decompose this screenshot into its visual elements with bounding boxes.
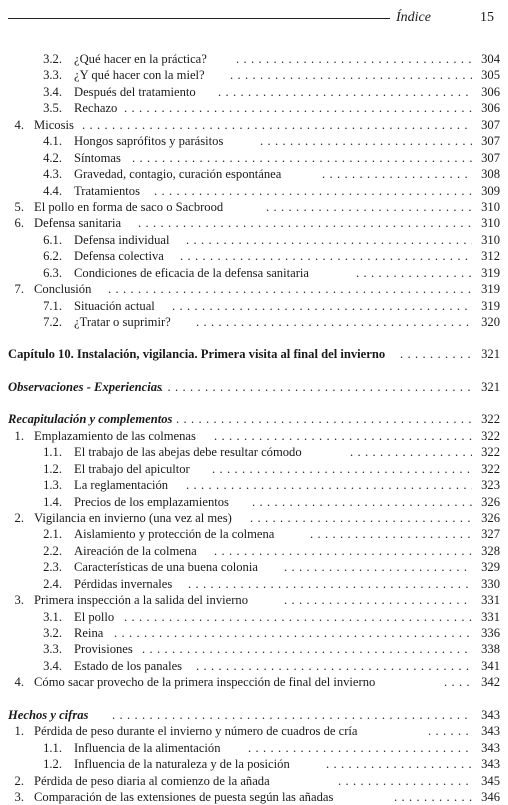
- dot-leader: [230, 67, 472, 83]
- dot-leader: [180, 248, 472, 264]
- toc-entry-page: 322: [481, 412, 500, 427]
- toc-entry-page: 343: [481, 757, 500, 772]
- toc-entry-page: 329: [481, 560, 500, 575]
- toc-entry-title: Defensa individual: [74, 232, 170, 247]
- toc-entry-page: 343: [481, 740, 500, 755]
- dot-leader: [284, 559, 472, 575]
- toc-entry[interactable]: [0, 576, 508, 592]
- toc-entry-title: El pollo en forma de saco o Sacbrood: [34, 199, 224, 214]
- toc-entry[interactable]: [0, 67, 508, 83]
- toc-entry-title: Recapitulación y complementos: [8, 412, 173, 427]
- dot-leader: [196, 314, 472, 330]
- dot-leader: [186, 477, 472, 493]
- toc-entry[interactable]: [0, 281, 508, 297]
- toc-entry-title: Defensa sanitaria: [34, 216, 122, 231]
- toc-entry-page: 342: [481, 675, 500, 690]
- toc-entry[interactable]: [0, 461, 508, 477]
- dot-leader: [428, 723, 472, 739]
- toc-entry-page: 328: [481, 543, 500, 558]
- toc-entry-page: 331: [481, 609, 500, 624]
- toc-entry-page: 319: [481, 265, 500, 280]
- dot-leader: [154, 183, 472, 199]
- dot-leader: [214, 428, 472, 444]
- toc-entry-page: 305: [481, 68, 500, 83]
- toc-entry[interactable]: [0, 477, 508, 493]
- toc-entry-title: Emplazamiento de las colmenas: [34, 428, 196, 443]
- toc-entry-title: Micosis: [34, 117, 74, 132]
- dot-leader: [400, 346, 472, 362]
- dot-leader: [250, 510, 472, 526]
- toc-entry-page: 338: [481, 642, 500, 657]
- toc-entry[interactable]: [0, 183, 508, 199]
- toc-entry-title: Tratamientos: [74, 183, 141, 198]
- toc-entry[interactable]: [0, 526, 508, 542]
- dot-leader: [266, 199, 472, 215]
- toc-entry[interactable]: [0, 756, 508, 772]
- toc-entry-page: 319: [481, 282, 500, 297]
- toc-entry-title: Comparación de las extensiones de puesta según las añadas: [34, 789, 334, 804]
- dot-leader: [196, 658, 472, 674]
- toc-entry[interactable]: [0, 494, 508, 510]
- toc-entry-number: 5.: [14, 199, 24, 214]
- dot-leader: [124, 100, 472, 116]
- toc-entry[interactable]: [0, 215, 508, 231]
- dot-leader: [142, 641, 472, 657]
- dot-leader: [186, 232, 472, 248]
- toc-entry-number: 4.: [14, 675, 24, 690]
- header-rule: [8, 18, 390, 19]
- toc-entry-page: 330: [481, 576, 500, 591]
- toc-entry-number: 2.: [14, 510, 24, 525]
- toc-entry-number: 3.2.: [43, 626, 62, 640]
- toc-entry-page: 322: [481, 428, 500, 443]
- toc-entry-page: 308: [481, 167, 500, 182]
- toc-entry-number: 2.4.: [43, 576, 62, 591]
- toc-entry-title: Situación actual: [74, 298, 155, 313]
- toc-entry-page: 345: [481, 773, 500, 788]
- toc-entry[interactable]: [0, 674, 508, 690]
- toc-entry-number: 3.3.: [43, 642, 62, 657]
- toc-entry-title: Conclusión: [34, 282, 92, 297]
- dot-leader: [248, 740, 472, 756]
- toc-entry-page: 307: [481, 134, 500, 149]
- toc-entry-number: 1.4.: [43, 494, 62, 509]
- toc-entry-number: 6.1.: [43, 232, 62, 247]
- toc-entry-title: Aislamiento y protección de la colmena: [74, 527, 275, 542]
- toc-entry-number: 7.2.: [43, 315, 62, 329]
- toc-entry[interactable]: [0, 723, 508, 739]
- section-title: Índice: [396, 10, 431, 25]
- dot-leader: [260, 133, 472, 149]
- toc-entry-page: 327: [481, 527, 500, 542]
- dot-leader: [176, 411, 472, 427]
- toc-entry-number: 3.5.: [43, 101, 62, 116]
- toc-entry-title: Vigilancia en invierno (una vez al mes): [34, 510, 232, 525]
- toc-entry-title: La reglamentación: [74, 478, 169, 493]
- toc-entry-number: 1.: [14, 428, 24, 443]
- toc-entry[interactable]: [0, 641, 508, 657]
- toc-entry-number: 1.1.: [43, 740, 62, 755]
- toc-entry-number: 2.3.: [43, 560, 62, 575]
- dot-leader: [212, 461, 472, 477]
- dot-leader: [132, 150, 472, 166]
- toc-entry-number: 3.: [14, 593, 24, 608]
- toc-entry-number: 4.2.: [43, 150, 62, 165]
- toc-entry-number: 7.: [14, 282, 24, 297]
- toc-entry[interactable]: [0, 100, 508, 116]
- toc-entry-title: Primera inspección a la salida del invierno: [34, 593, 249, 608]
- toc-entry-title: Hechos y cifras: [8, 707, 89, 722]
- toc-entry-number: 3.1.: [43, 609, 62, 624]
- toc-entry-title: Pérdida de peso durante el invierno y número de cuadros de cría: [34, 724, 358, 739]
- toc-entry-number: 2.1.: [43, 527, 62, 542]
- dot-leader: [356, 265, 472, 281]
- dot-leader: [350, 444, 472, 460]
- toc-entry-title: Influencia de la naturaleza y de la posición: [74, 757, 290, 772]
- toc-entry-page: 310: [481, 216, 500, 231]
- toc-entry-page: 321: [481, 379, 500, 394]
- toc-entry-number: 1.2.: [43, 757, 62, 772]
- toc-entry-title: Capítulo 10. Instalación, vigilancia. Primera visita al final del invierno: [8, 347, 386, 362]
- toc-entry-number: 7.1.: [43, 298, 62, 313]
- dot-leader: [108, 281, 472, 297]
- toc-entry[interactable]: [0, 559, 508, 575]
- dot-leader: [112, 707, 472, 723]
- toc-entry[interactable]: [0, 232, 508, 248]
- toc-entry-number: 3.2.: [43, 52, 62, 66]
- toc-entry-title: Aireación de la colmena: [74, 543, 197, 558]
- toc-entry[interactable]: [0, 625, 508, 641]
- dot-leader: [394, 789, 472, 805]
- dot-leader: [252, 494, 472, 510]
- toc-entry-number: 3.: [14, 789, 24, 804]
- dot-leader: [138, 215, 472, 231]
- toc-entry-title: El pollo: [74, 609, 115, 624]
- toc-entry-number: 2.2.: [43, 543, 62, 558]
- toc-entry-number: 1.: [14, 724, 24, 739]
- toc-entry[interactable]: [0, 84, 508, 100]
- toc-entry-page: 321: [481, 347, 500, 362]
- dot-leader: [444, 674, 472, 690]
- toc-entry-number: 4.: [14, 117, 24, 132]
- toc-entry-title: Hongos saprófitos y parásitos: [74, 134, 224, 149]
- toc-entry-title: Influencia de la alimentación: [74, 740, 221, 755]
- dot-leader: [218, 84, 472, 100]
- toc-entry[interactable]: [0, 298, 508, 314]
- toc-entry-title: Características de una buena colonia: [74, 560, 258, 575]
- toc-entry-title: ¿Y qué hacer con la miel?: [74, 68, 205, 83]
- toc-entry-page: 343: [481, 707, 500, 722]
- dot-leader: [284, 592, 472, 608]
- dot-leader: [236, 51, 472, 67]
- dot-leader: [310, 526, 472, 542]
- dot-leader: [172, 298, 472, 314]
- toc-entry-page: 326: [481, 510, 500, 525]
- dot-leader: [326, 756, 472, 772]
- dot-leader: [114, 625, 472, 641]
- toc-entry-number: 6.: [14, 216, 24, 231]
- toc-entry[interactable]: [0, 133, 508, 149]
- toc-entry[interactable]: [0, 773, 508, 789]
- toc-entry-number: 1.1.: [43, 445, 62, 460]
- toc-entry[interactable]: [0, 592, 508, 608]
- toc-entry[interactable]: [0, 411, 508, 427]
- toc-entry[interactable]: [0, 707, 508, 723]
- dot-leader: [188, 576, 472, 592]
- toc-entry-number: 4.3.: [43, 167, 62, 182]
- toc-entry-number: 3.3.: [43, 68, 62, 83]
- toc-entry-title: Estado de los panales: [74, 658, 183, 673]
- toc-entry-title: ¿Tratar o suprimir?: [74, 315, 171, 329]
- toc-entry-page: 320: [481, 315, 500, 329]
- page-number: 15: [480, 10, 494, 25]
- toc-entry-title: Pérdidas invernales: [74, 576, 173, 591]
- toc-entry[interactable]: [0, 248, 508, 264]
- running-header: [0, 9, 508, 29]
- dot-leader: [160, 379, 472, 395]
- toc-entry[interactable]: [0, 379, 508, 395]
- toc-entry[interactable]: [0, 150, 508, 166]
- toc-entry-title: Gravedad, contagio, curación espontánea: [74, 167, 282, 182]
- toc-entry-title: ¿Qué hacer en la práctica?: [74, 52, 207, 66]
- toc-entry-number: 2.: [14, 773, 24, 788]
- toc-entry-page: 343: [481, 724, 500, 739]
- toc-entry[interactable]: [0, 609, 508, 625]
- toc-entry[interactable]: [0, 117, 508, 133]
- toc-entry-title: Pérdida de peso diaria al comienzo de la añada: [34, 773, 270, 788]
- toc-entry-page: 331: [481, 593, 500, 608]
- dot-leader: [322, 166, 472, 182]
- toc-entry[interactable]: [0, 346, 508, 362]
- toc-entry-page: 309: [481, 183, 500, 198]
- toc-entry-page: 306: [481, 101, 500, 116]
- toc-entry-number: 1.3.: [43, 478, 62, 493]
- toc-entry-page: 341: [481, 658, 500, 673]
- toc-entry[interactable]: [0, 314, 508, 330]
- toc-entry[interactable]: [0, 265, 508, 281]
- toc-entry-title: Defensa colectiva: [74, 249, 164, 264]
- toc-entry-number: 3.4.: [43, 84, 62, 99]
- toc-entry-title: Observaciones - Experiencias: [8, 379, 162, 394]
- dot-leader: [124, 609, 472, 625]
- toc-entry-page: 326: [481, 494, 500, 509]
- toc-entry[interactable]: [0, 543, 508, 559]
- toc-entry-number: 6.3.: [43, 265, 62, 280]
- toc-entry-title: Reina: [74, 626, 104, 640]
- toc-entry-page: 319: [481, 298, 500, 313]
- toc-entry[interactable]: [0, 510, 508, 526]
- toc-entry-title: Precios de los emplazamientos: [74, 494, 229, 509]
- toc-entry-page: 346: [481, 789, 500, 804]
- toc-entry-title: Síntomas: [74, 150, 121, 165]
- toc-entry-page: 310: [481, 199, 500, 214]
- dot-leader: [214, 543, 472, 559]
- table-of-contents: [0, 51, 508, 805]
- toc-entry[interactable]: [0, 51, 508, 67]
- toc-entry[interactable]: [0, 658, 508, 674]
- toc-entry[interactable]: [0, 444, 508, 460]
- toc-entry-number: 4.1.: [43, 134, 62, 149]
- toc-entry-page: 323: [481, 478, 500, 493]
- toc-entry-title: El trabajo del apicultor: [74, 461, 190, 476]
- toc-entry-page: 306: [481, 84, 500, 99]
- toc-entry-title: Provisiones: [74, 642, 133, 657]
- toc-entry-page: 336: [481, 626, 500, 640]
- toc-entry-title: Condiciones de eficacia de la defensa sanitaria: [74, 265, 309, 280]
- toc-entry-title: Cómo sacar provecho de la primera inspección de final del invierno: [34, 675, 376, 690]
- toc-entry[interactable]: [0, 428, 508, 444]
- toc-entry-title: Después del tratamiento: [74, 84, 196, 99]
- toc-entry-page: 310: [481, 232, 500, 247]
- toc-entry-page: 304: [481, 52, 500, 66]
- toc-entry[interactable]: [0, 740, 508, 756]
- dot-leader: [82, 117, 472, 133]
- toc-entry-page: 312: [481, 249, 500, 264]
- toc-entry-page: 307: [481, 150, 500, 165]
- toc-entry-title: Rechazo: [74, 101, 118, 116]
- toc-entry-number: 3.4.: [43, 658, 62, 673]
- toc-entry[interactable]: [0, 199, 508, 215]
- toc-entry-number: 4.4.: [43, 183, 62, 198]
- toc-entry-number: 1.2.: [43, 461, 62, 476]
- toc-entry-title: El trabajo de las abejas debe resultar cómodo: [74, 445, 302, 460]
- toc-entry-number: 6.2.: [43, 249, 62, 264]
- toc-entry[interactable]: [0, 789, 508, 805]
- toc-entry-page: 307: [481, 117, 500, 132]
- dot-leader: [338, 773, 472, 789]
- toc-entry[interactable]: [0, 166, 508, 182]
- toc-entry-page: 322: [481, 445, 500, 460]
- toc-entry-page: 322: [481, 461, 500, 476]
